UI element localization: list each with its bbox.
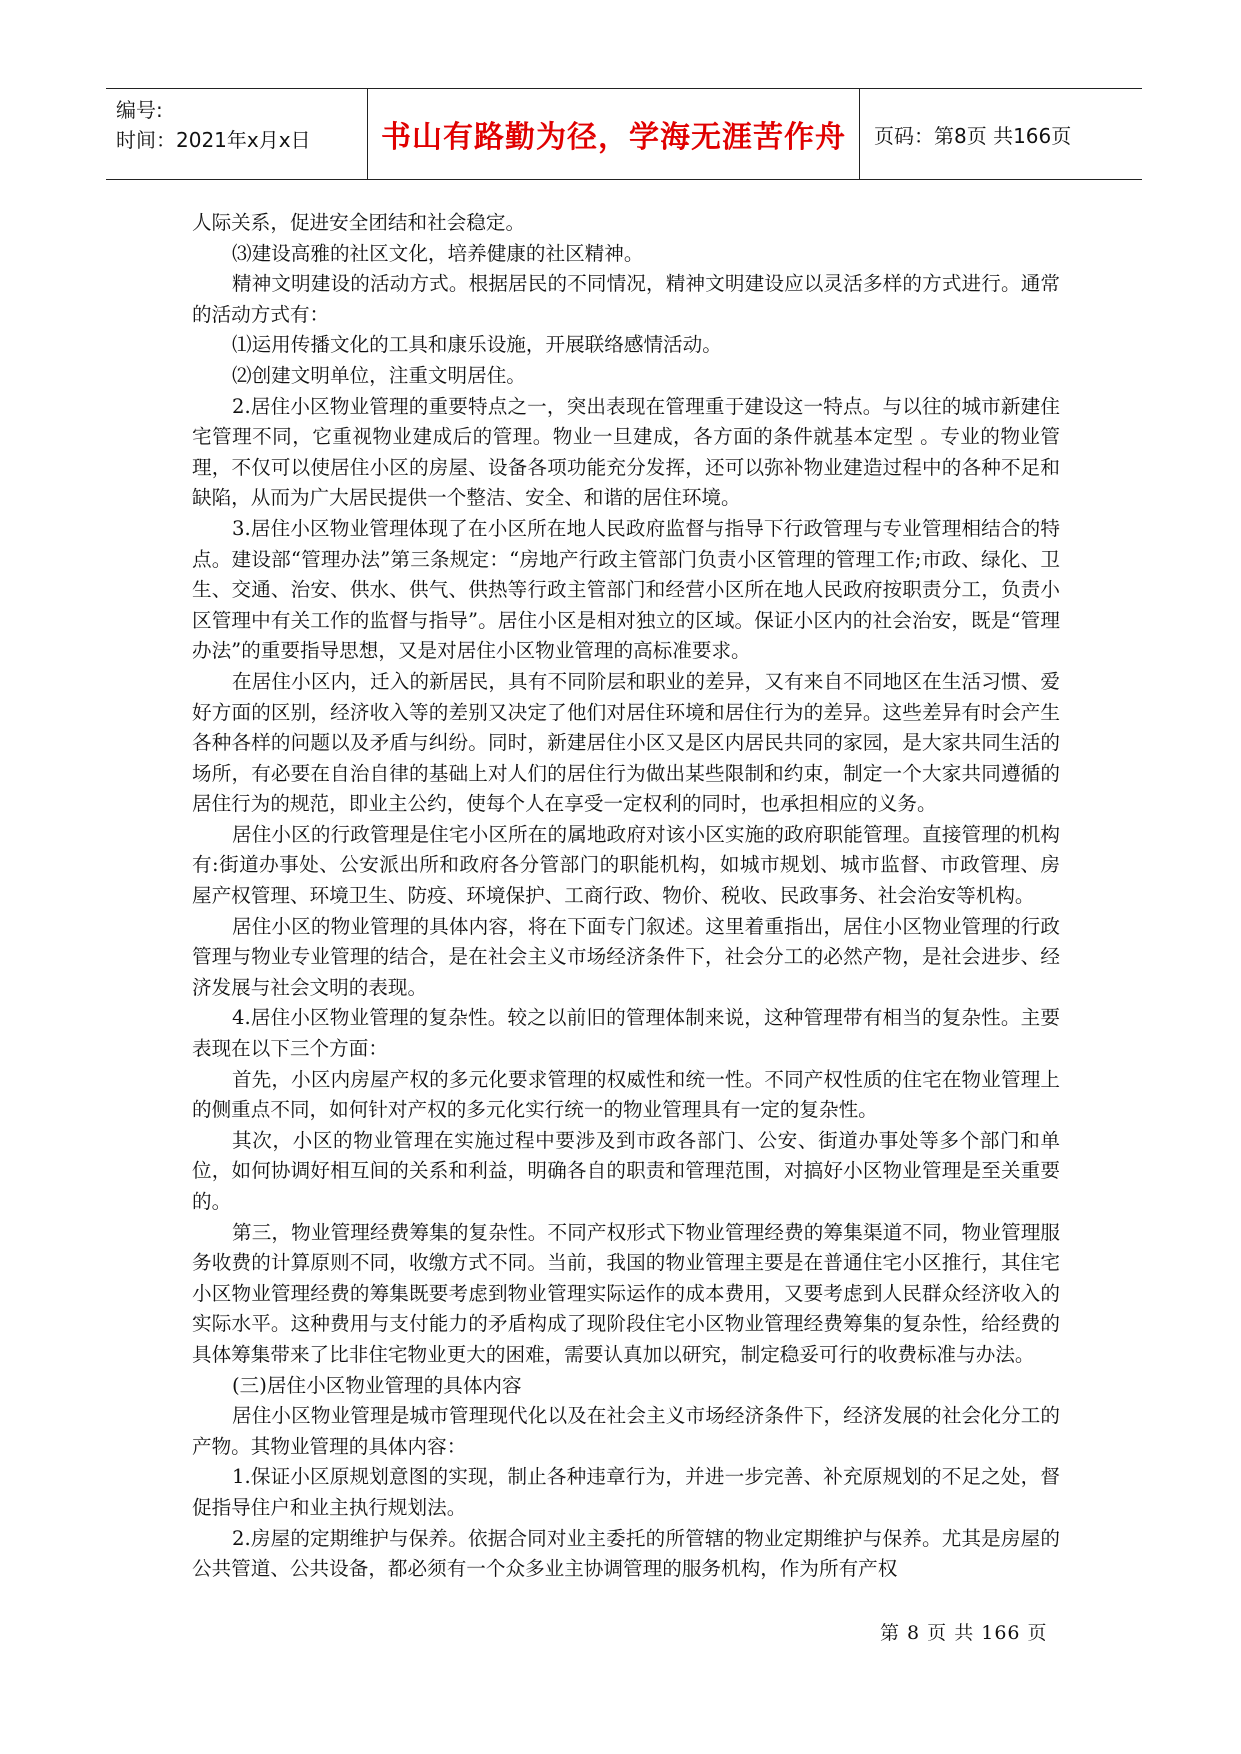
header-meta: [106, 89, 368, 179]
paragraph: 第三，物业管理经费筹集的复杂性。不同产权形式下物业管理经费的筹集渠道不同，物业管理服务收费的计算原则不同，收缴方式不同。当前，我国的物业管理主要是在普通住宅小区推行，其住宅小区物业管理经费的筹集既要考虑到物业管理实际运作的成本费用，又要考虑到人民群众经济收入的实际水平。这种费用与支付能力的矛盾构成了现阶段住宅小区物业管理经费筹集的复杂性，给经费的具体筹集带来了比非住宅物业更大的困难，需要认真加以研究，制定稳妥可行的收费标准与办法。: [192, 1220, 1060, 1366]
paragraph: ⑵创建文明单位，注重文明居住。: [232, 363, 526, 387]
paragraph: 其次，小区的物业管理在实施过程中要涉及到市政各部门、公安、街道办事处等多个部门和单位，如何协调好相互间的关系和利益，明确各自的职责和管理范围，对搞好小区物业管理是至关重要的。: [192, 1128, 1060, 1213]
paragraph: 人际关系，促进安全团结和社会稳定。: [192, 211, 526, 234]
paragraph: 居住小区的物业管理的具体内容，将在下面专门叙述。这里着重指出，居住小区物业管理的行政管理与物业专业管理的结合，是在社会主义市场经济条件下，社会分工的必然产物，是社会进步、经济发展与社会文明的表现。: [192, 914, 1060, 999]
paragraph: 在居住小区内，迁入的新居民，具有不同阶层和职业的差异，又有来自不同地区在生活习惯、爱好方面的区别，经济收入等的差别又决定了他们对居住环境和居住行为的差异。这些差异有时会产生各种各样的问题以及矛盾与纠纷。同时，新建居住小区又是区内居民共同的家园，是大家共同生活的场所，有必要在自治自律的基础上对人们的居住行为做出某些限制和约束，制定一个大家共同遵循的居住行为的规范，即业主公约，使每个人在享受一定权利的同时，也承担相应的义务。: [192, 669, 1060, 816]
paragraph: 4.居住小区物业管理的复杂性。较之以前旧的管理体制来说，这种管理带有相当的复杂性。主要表现在以下三个方面：: [192, 1006, 1060, 1061]
paragraph: 3.居住小区物业管理体现了在小区所在地人民政府监督与指导下行政管理与专业管理相结合的特点。建设部“管理办法”第三条规定：“房地产行政主管部门负责小区管理的管理工作;市政、绿化、卫生、交通、治安、供水、供气、供热等行政主管部门和经营小区所在地人民政府按职责分工，负责小区管理中有关工作的监督与指导”。居住小区是相对独立的区域。保证小区内的社会治安，既是“管理办法”的重要指导思想，又是对居住小区物业管理的高标准要求。: [192, 516, 1060, 663]
page-footer: 第 8 页 共 166 页: [880, 1622, 1048, 1644]
paragraph: (三)居住小区物业管理的具体内容: [232, 1373, 522, 1397]
paragraph: 居住小区物业管理是城市管理现代化以及在社会主义市场经济条件下，经济发展的社会化分工的产物。其物业管理的具体内容：: [192, 1404, 1060, 1458]
paragraph: ⑶建设高雅的社区文化，培养健康的社区精神。: [232, 241, 644, 265]
document-number-label: 编号:: [116, 98, 163, 122]
paragraph: ⑴运用传播文化的工具和康乐设施，开展联络感情活动。: [232, 333, 722, 357]
paragraph: 2.居住小区物业管理的重要特点之一，突出表现在管理重于建设这一特点。与以往的城市新建住宅管理不同，它重视物业建成后的管理。物业一旦建成，各方面的条件就基本定型 。专业的物业管理，不仅可以使居住小区的房屋、设备各项功能充分发挥，还可以弥补物业建造过程中的各种不足和缺陷，从而为广大居民提供一个整洁、安全、和谐的居住环境。: [192, 394, 1060, 510]
document-body: [192, 208, 1060, 1585]
paragraph: 居住小区的行政管理是住宅小区所在的属地政府对该小区实施的政府职能管理。直接管理的机构有:街道办事处、公安派出所和政府各分管部门的职能机构，如城市规划、城市监督、市政管理、房屋产权管理、环境卫生、防疫、环境保护、工商行政、物价、税收、民政事务、社会治安等机构。: [192, 822, 1060, 908]
paragraph: 精神文明建设的活动方式。根据居民的不同情况，精神文明建设应以灵活多样的方式进行。通常的活动方式有：: [192, 272, 1060, 326]
paragraph: 1.保证小区原规划意图的实现，制止各种违章行为，并进一步完善、补充原规划的不足之处，督促指导住户和业主执行规划法。: [192, 1465, 1060, 1519]
paragraph: 2.房屋的定期维护与保养。依据合同对业主委托的所管辖的物业定期维护与保养。尤其是房屋的公共管道、公共设备，都必须有一个众多业主协调管理的服务机构，作为所有产权: [192, 1526, 1060, 1581]
paragraph: 首先，小区内房屋产权的多元化要求管理的权威性和统一性。不同产权性质的住宅在物业管理上的侧重点不同，如何针对产权的多元化实行统一的物业管理具有一定的复杂性。: [192, 1067, 1060, 1122]
header-page-code: 页码：第8页 共166页: [874, 123, 1072, 148]
page-header: [106, 88, 1142, 180]
document-time: 时间：2021年x月x日: [116, 128, 311, 152]
header-motto: 书山有路勤为径，学海无涯苦作舟: [368, 89, 860, 179]
